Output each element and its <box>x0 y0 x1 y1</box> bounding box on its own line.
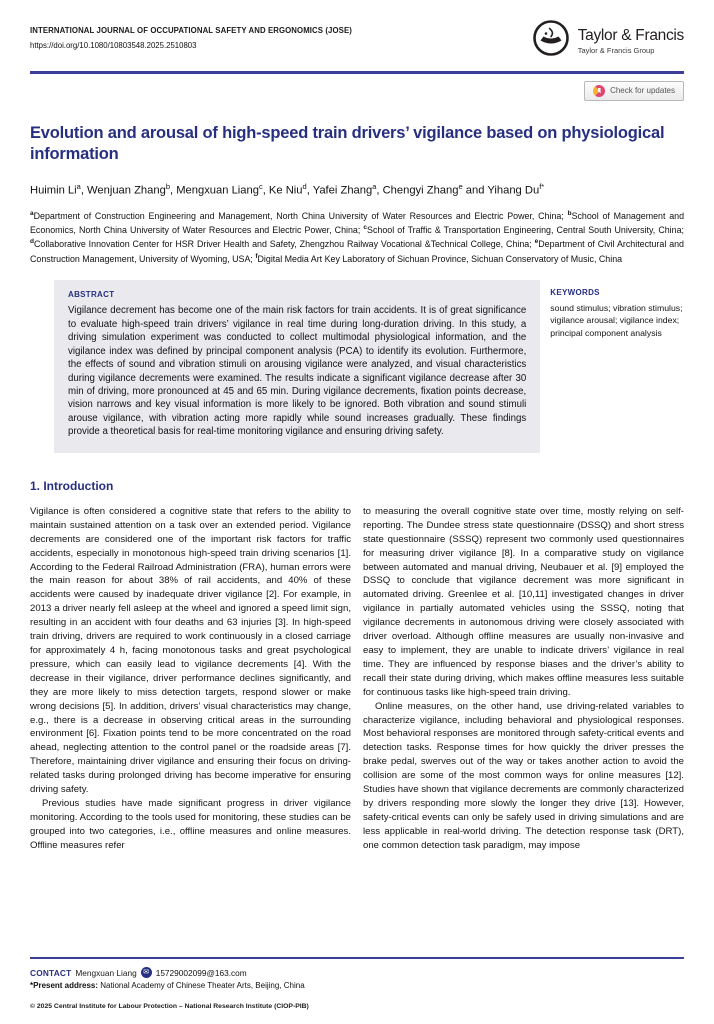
email-icon: ✉ <box>141 967 152 978</box>
check-for-updates-label: Check for updates <box>610 86 675 95</box>
contact-label: CONTACT <box>30 967 72 978</box>
affiliation: Collaborative Innovation Center for HSR Driver Health and Safety, Zhengzhou Railway Vocational &Technical College, China; <box>33 239 535 250</box>
author-name: Yafei Zhang <box>312 184 373 197</box>
keywords-box <box>550 280 684 453</box>
affiliations: $^a$Department of Construction Engineering and Management, North China University of Water Resources and Electric Power, China; $^b$School of Management and Economics, North China University of Water Resources and Electric Power, China; $^c$School of Traffic & Transportation Engineering, Central South University, China; $^d$Collaborative Innovation Center for HSR Driver Health and Safety, Zhengzhou Railway Vocational &Technical College, China; $^e$Department of Civil Architectural and Construction Management, University of Wyoming, USA; $^f$Digital Media Art Key Laboratory of Sichuan Province, Sichuan Conservatory of Music, China <box>30 209 684 264</box>
copyright-line: © 2025 Central Institute for Labour Protection – National Research Institute (CIOP-PIB) <box>30 1003 309 1010</box>
contact-name: Mengxuan Liang <box>75 967 137 978</box>
header-rule <box>30 71 684 74</box>
paragraph: Online measures, on the other hand, use driving-related variables to characterize vigilance, including behavioral and physiological responses. Most behavioral responses are monitored through safety-critical events and detection tasks. Response times for how quickly the driver presses the brake pedal, swerves out of the way or takes another action to avoid the collision are some of the most common ways for online measures [12]. Studies have shown that vigilance decrements are commonly characterized by drivers responding more slowly the longer they drive [13]. However, safety-critical events can only be safely used in driving simulations and are less applicable in real-world driving. The detection response task (DRT), one common detection task paradigm, may impose <box>363 700 684 851</box>
author-affiliation-mark: b <box>165 182 170 192</box>
abstract-heading: ABSTRACT <box>68 290 115 300</box>
present-address: *Present address: National Academy of Chinese Theater Arts, Beijing, China <box>30 981 305 990</box>
affiliation: School of Traffic & Transportation Engineering, Central South University, China; <box>367 225 684 236</box>
body-column-right <box>363 505 684 853</box>
author-affiliation-mark: a <box>76 182 81 192</box>
author-name: Yihang Du <box>487 184 540 197</box>
publisher-logo <box>531 18 684 63</box>
abstract-box <box>54 280 540 453</box>
author-name: Huimin Li <box>30 184 77 197</box>
affiliation: Digital Media Art Key Laboratory of Sichuan Province, Sichuan Conservatory of Music, China <box>257 253 623 264</box>
affiliation: School of Management and Economics, North China University of Water Resources and Electric Power, China; <box>30 210 684 236</box>
doi-link[interactable]: https://doi.org/10.1080/10803548.2025.2510803 <box>30 41 197 50</box>
affiliation: Department of Construction Engineering and Management, North China University of Water Resources and Electric Power, China; <box>33 210 568 221</box>
abstract-text: Vigilance decrement has become one of the main risk factors for train accidents. It is of great significance to evaluate high-speed train drivers’ vigilance in real time during long-duration driving. In this study, a driving simulation experiment was conducted to collect multimodal physiological information, and the vigilance index was defined by principal component analysis (PCA) to identify its evolution. Furthermore, the effects of sound and vibration stimuli on arousing vigilance were analyzed, and visual characteristics during vigilance decrements were examined. The results indicate a significant vigilance decrease after 30 min of driving, more pronounced at 45 and 65 min. During vigilance decrements, fixation points decrease, vision narrows and key visual information is more likely to be ignored. Both vibration and sound stimuli arouse vigilance, with vibration acting more rapidly while sound increases gradually. These findings provide a theoretical basis for real-time monitoring vigilance and ensuring driving safety. <box>68 305 527 438</box>
author-list: Huimin Li$^a$, Wenjuan Zhang$^b$, Mengxuan Liang$^c$, Ke Niu$^d$, Yafei Zhang$^a$, Chengyi Zhang$^e$ and Yihang $Du^{f*}$ <box>30 182 545 197</box>
body-columns <box>30 505 684 853</box>
body-column-left <box>30 505 351 853</box>
paragraph: Previous studies have made significant progress in driver vigilance monitoring. According to the tools used for monitoring, these studies can be grouped into two categories, i.e., offline measures and online measures. Offline measures refer <box>30 797 351 851</box>
author-affiliation-mark: a <box>372 182 377 192</box>
author-affiliation-mark: f* <box>539 182 545 192</box>
crossmark-icon <box>593 85 605 97</box>
section-heading-introduction: 1. Introduction <box>30 478 114 493</box>
check-for-updates-button[interactable] <box>584 81 684 101</box>
journal-title: INTERNATIONAL JOURNAL OF OCCUPATIONAL SAFETY AND ERGONOMICS (JOSE) <box>30 26 352 35</box>
author-name: Wenjuan Zhang <box>87 184 166 197</box>
page-footer <box>30 957 684 1010</box>
author-affiliation-mark: d <box>302 182 307 192</box>
affiliation: Department of Civil Architectural and Construction Management, University of Wyoming, USA; <box>30 239 684 264</box>
keywords-text: sound stimulus; vibration stimulus; vigilance arousal; vigilance index; principal component analysis <box>550 303 683 338</box>
author-name: Mengxuan Liang <box>176 184 259 197</box>
article-title: Evolution and arousal of high-speed train drivers’ vigilance based on physiological information <box>30 123 665 164</box>
author-name: Chengyi Zhang <box>382 184 459 197</box>
taylor-francis-logo-icon <box>531 18 571 63</box>
author-name: Ke Niu <box>268 184 303 197</box>
page-header <box>30 20 684 63</box>
publisher-group: Taylor & Francis Group <box>577 45 655 55</box>
paragraph: to measuring the overall cognitive state over time, mostly relying on self-reporting. The Dundee stress state questionnaire (DSSQ) and short stress state questionnaire (SSSQ) represent two commonly used questionnaires for measuring driver vigilance [8]. In a comparative study on vigilance between automated and manual driving, Neubauer et al. [9] employed the DSSQ to conclude that vigilance decrement was more significant in automated driving. Greenlee et al. [10,11] investigated changes in driver vigilance in partially automated vehicles using the SSSQ, noting that vigilance decrements in autonomous driving were closely associated with driver overload. Although offline measures are usually non-invasive and easy to implement, they are unable to indicate drivers’ vigilance in real time. They are influenced by response biases and the driver’s ability to recall their state during driving, which makes offline measures less suitable for continuous tasks like high-speed train driving. <box>363 505 684 698</box>
publisher-name: Taylor & Francis <box>577 26 684 44</box>
contact-email-link[interactable]: 15729002099@163.com <box>155 967 247 978</box>
paragraph: Vigilance is often considered a cognitive state that refers to the ability to maintain sustained attention on a task over an extended period. Vigilance decrements are considered one of the important risk factors for traffic accidents, especially in monotonous high-speed train driving scenarios [1]. According to the Federal Railroad Administration (FRA), human errors were the main reason for about 38% of rail accidents, and 40% of these accidents were caused by inadequate driver vigilance [2]. For example, in 2013 a driver nearly fell asleep at the wheel and ignored a speed limit sign, resulting in an accident with four deaths and 63 injuries [3]. In high-speed train driving, drivers are required to work continuously in a closed carriage for approximately 4 h, facing monotonous tasks and great psychological pressure, which can easily lead to vigilance decrements [4]. With the decrease in their vigilance, driver performance declines significantly, and they are more likely to miss detection targets, respond slower or make wrong decisions [5]. In addition, drivers’ visual characteristics may change, e.g., there is a decrease in observing critical areas in the surrounding environment [6]. Fixation points tend to be more concentrated on the road ahead, neglecting attention to the control panel or the roadside areas [7]. Therefore, maintaining driver vigilance and ensuring their focus on driving-related tasks during prolonged driving has become imperative for ensuring driving safety. <box>30 505 351 796</box>
author-affiliation-mark: e <box>458 182 463 192</box>
author-affiliation-mark: c <box>258 182 263 192</box>
keywords-heading: KEYWORDS <box>550 288 600 298</box>
footer-rule <box>30 957 684 959</box>
